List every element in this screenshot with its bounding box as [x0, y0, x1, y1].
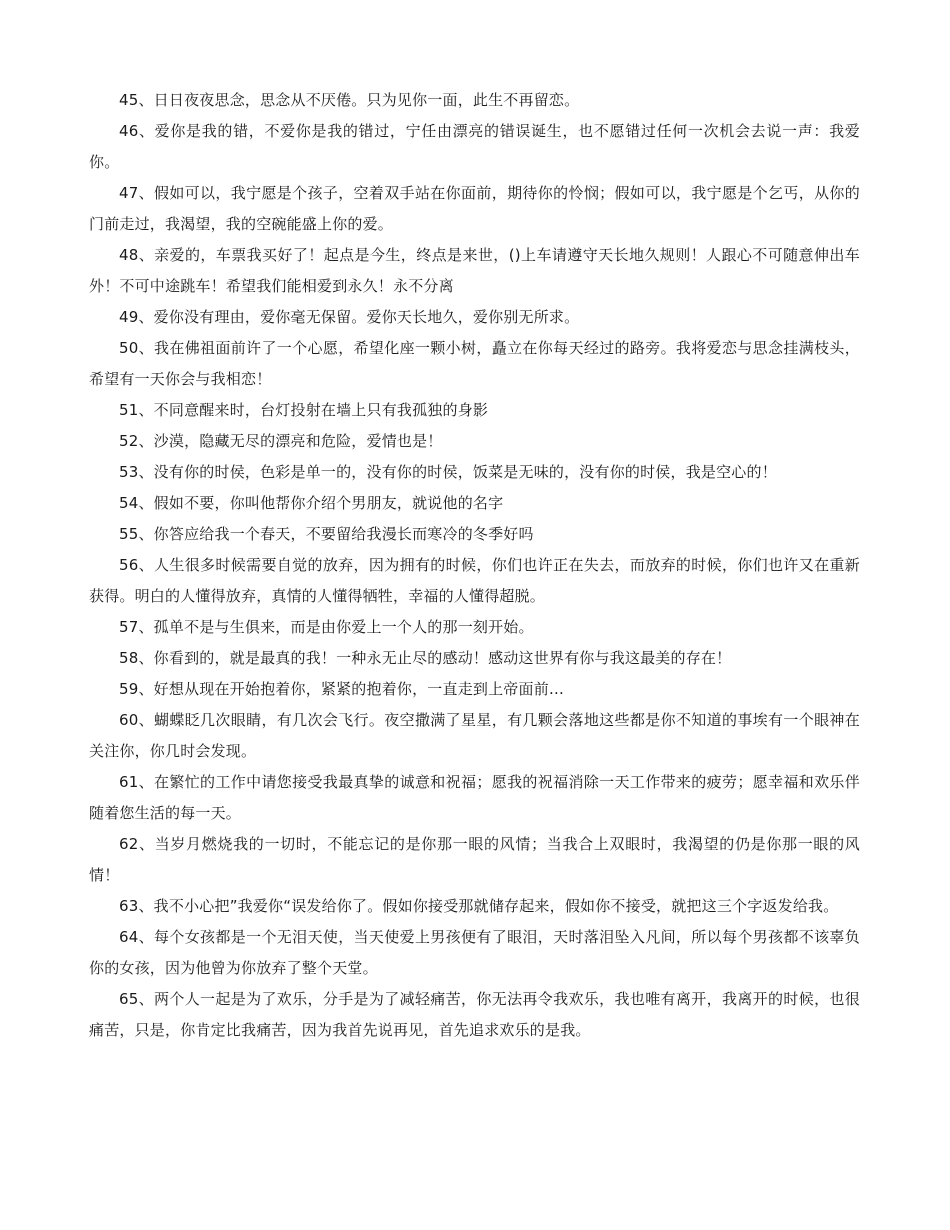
paragraph-49: 49、爱你没有理由，爱你毫无保留。爱你天长地久，爱你别无所求。 [119, 308, 580, 326]
paragraph-46: 46、爱你是我的错，不爱你是我的错过，宁任由漂亮的错误诞生，也不愿错过任何一次机会去说一声：我爱你。 [89, 122, 860, 171]
paragraph-47: 47、假如可以，我宁愿是个孩子，空着双手站在你面前，期待你的怜悯；假如可以，我宁愿是个乞丐，从你的门前走过，我渴望，我的空碗能盛上你的爱。 [89, 184, 860, 233]
paragraph-55: 55、你答应给我一个春天，不要留给我漫长而寒冷的冬季好吗 [119, 525, 534, 543]
paragraph-57: 57、孤单不是与生俱来，而是由你爱上一个人的那一刻开始。 [119, 618, 534, 636]
paragraph-62: 62、当岁月燃烧我的一切时，不能忘记的是你那一眼的风情；当我合上双眼时，我渴望的仍是你那一眼的风情！ [89, 835, 860, 884]
paragraph-50: 50、我在佛祖面前许了一个心愿，希望化座一颗小树，矗立在你每天经过的路旁。我将爱恋与思念挂满枝头，希望有一天你会与我相恋！ [89, 339, 860, 388]
paragraph-65: 65、两个人一起是为了欢乐，分手是为了减轻痛苦，你无法再令我欢乐，我也唯有离开，我离开的时候，也很痛苦，只是，你肯定比我痛苦，因为我首先说再见，首先追求欢乐的是我。 [89, 990, 860, 1039]
paragraph-54: 54、假如不要，你叫他帮你介绍个男朋友，就说他的名字 [119, 494, 504, 512]
paragraph-64: 64、每个女孩都是一个无泪天使，当天使爱上男孩便有了眼泪，天时落泪坠入凡间，所以每个男孩都不该辜负你的女孩，因为他曾为你放弃了整个天堂。 [89, 928, 860, 977]
paragraph-56: 56、人生很多时候需要自觉的放弃，因为拥有的时候，你们也许正在失去，而放弃的时候，你们也许又在重新获得。明白的人懂得放弃，真情的人懂得牺牲，幸福的人懂得超脱。 [89, 556, 860, 605]
paragraph-45: 45、日日夜夜思念，思念从不厌倦。只为见你一面，此生不再留恋。 [119, 91, 580, 109]
paragraph-61: 61、在繁忙的工作中请您接受我最真挚的诚意和祝福；愿我的祝福消除一天工作带来的疲劳；愿幸福和欢乐伴随着您生活的每一天。 [89, 773, 860, 822]
paragraph-53: 53、没有你的时侯，色彩是单一的，没有你的时侯，饭菜是无味的，没有你的时侯，我是空心的！ [119, 463, 777, 481]
document-page [89, 85, 860, 1046]
paragraph-51: 51、不同意醒来时，台灯投射在墙上只有我孤独的身影 [119, 401, 489, 419]
paragraph-60: 60、蝴蝶眨几次眼睛，有几次会飞行。夜空撒满了星星，有几颗会落地这些都是你不知道的事埃有一个眼神在关注你，你几时会发现。 [89, 711, 860, 760]
paragraph-59: 59、好想从现在开始抱着你，紧紧的抱着你，一直走到上帝面前… [119, 680, 565, 698]
paragraph-48: 48、亲爱的，车票我买好了！起点是今生，终点是来世，()上车请遵守天长地久规则！人跟心不可随意伸出车外！不可中途跳车！希望我们能相爱到永久！永不分离 [89, 246, 860, 295]
paragraph-63: 63、我不小心把”我爱你“误发给你了。假如你接受那就储存起来，假如你不接受，就把这三个字返发给我。 [119, 897, 839, 915]
paragraph-52: 52、沙漠，隐藏无尽的漂亮和危险，爱情也是！ [119, 432, 443, 450]
paragraph-58: 58、你看到的，就是最真的我！一种永无止尽的感动！感动这世界有你与我这最美的存在！ [119, 649, 732, 667]
